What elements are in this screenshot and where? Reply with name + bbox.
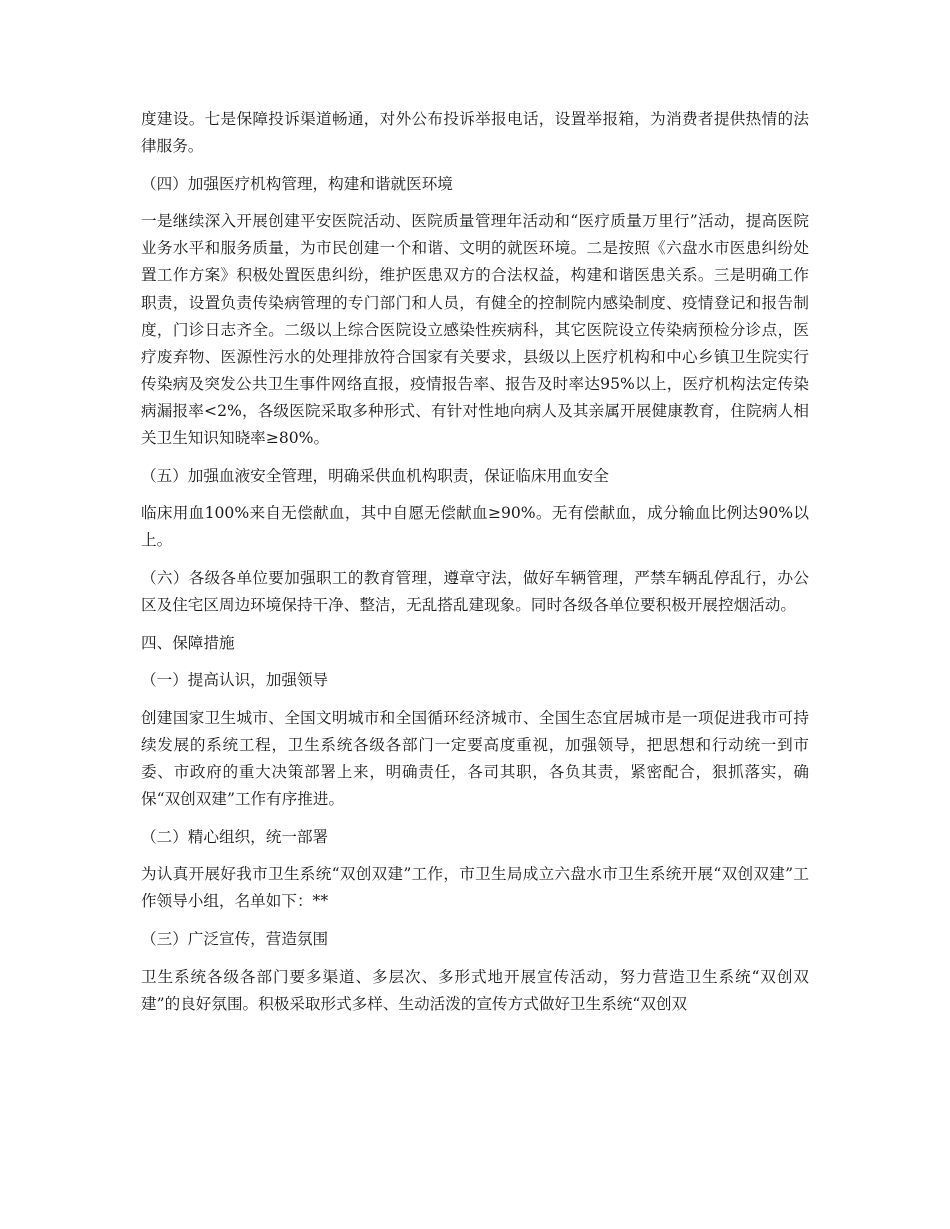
- paragraph-medical-institutions: 一是继续深入开展创建平安医院活动、医院质量管理年活动和“医疗质量万里行”活动，提高医院业务水平和服务质量，为市民创建一个和谐、文明的就医环境。二是按照《六盘水市医患纠纷处置工作方案》积极处置医患纠纷，维护医患双方的合法权益，构建和谐医患关系。三是明确工作职责，设置负责传染病管理的专门部门和人员，有健全的控制院内感染制度、疫情登记和报告制度，门诊日志齐全。二级以上综合医院设立感染性疾病科，其它医院设立传染病预检分诊点，医疗废弃物、医源性污水的处理排放符合国家有关要求，县级以上医疗机构和中心乡镇卫生院实行传染病及突发公共卫生事件网络直报，疫情报告率、报告及时率达95%以上，医疗机构法定传染病漏报率<2%，各级医院采取多种形式、有针对性地向病人及其亲属开展健康教育，住院病人相关卫生知识知晓率≥80%。: [141, 212, 809, 448]
- paragraph-consumer-service: 度建设。七是保障投诉渠道畅通，对外公布投诉举报电话，设置举报箱，为消费者提供热情的法律服务。: [141, 110, 809, 156]
- paragraph-publicity: 卫生系统各级各部门要多渠道、多层次、多形式地开展宣传活动，努力营造卫生系统“双创双建”的良好氛围。积极采取形式多样、生动活泼的宣传方式做好卫生系统“双创双: [141, 967, 809, 1013]
- heading-organization: （二）精心组织，统一部署: [141, 827, 329, 846]
- paragraph-leadership: 创建国家卫生城市、全国文明城市和全国循环经济城市、全国生态宜居城市是一项促进我市可持续发展的系统工程，卫生系统各级各部门一定要高度重视，加强领导，把思想和行动统一到市委、市政府的重大决策部署上来，明确责任，各司其职，各负其责，紧密配合，狠抓落实，确保“双创双建”工作有序推进。: [141, 708, 809, 809]
- heading-blood-safety: （五）加强血液安全管理，明确采供血机构职责，保证临床用血安全: [141, 466, 609, 485]
- section-heading-safeguards: 四、保障措施: [141, 633, 235, 652]
- heading-leadership: （一）提高认识，加强领导: [141, 671, 329, 690]
- paragraph-organization: 为认真开展好我市卫生系统“双创双建”工作，市卫生局成立六盘水市卫生系统开展“双创双建”工作领导小组，名单如下：**: [141, 865, 809, 911]
- document-body: [141, 106, 809, 1028]
- heading-publicity: （三）广泛宣传，营造氛围: [141, 929, 329, 948]
- paragraph-blood-safety: 临床用血100%来自无偿献血，其中自愿无偿献血≥90%。无有偿献血，成分输血比例达90%以上。: [141, 504, 809, 550]
- heading-medical-institutions: （四）加强医疗机构管理，构建和谐就医环境: [141, 174, 453, 193]
- paragraph-staff-management: （六）各级各单位要加强职工的教育管理，遵章守法，做好车辆管理，严禁车辆乱停乱行，办公区及住宅区周边环境保持干净、整洁，无乱搭乱建现象。同时各级各单位要积极开展控烟活动。: [141, 568, 809, 614]
